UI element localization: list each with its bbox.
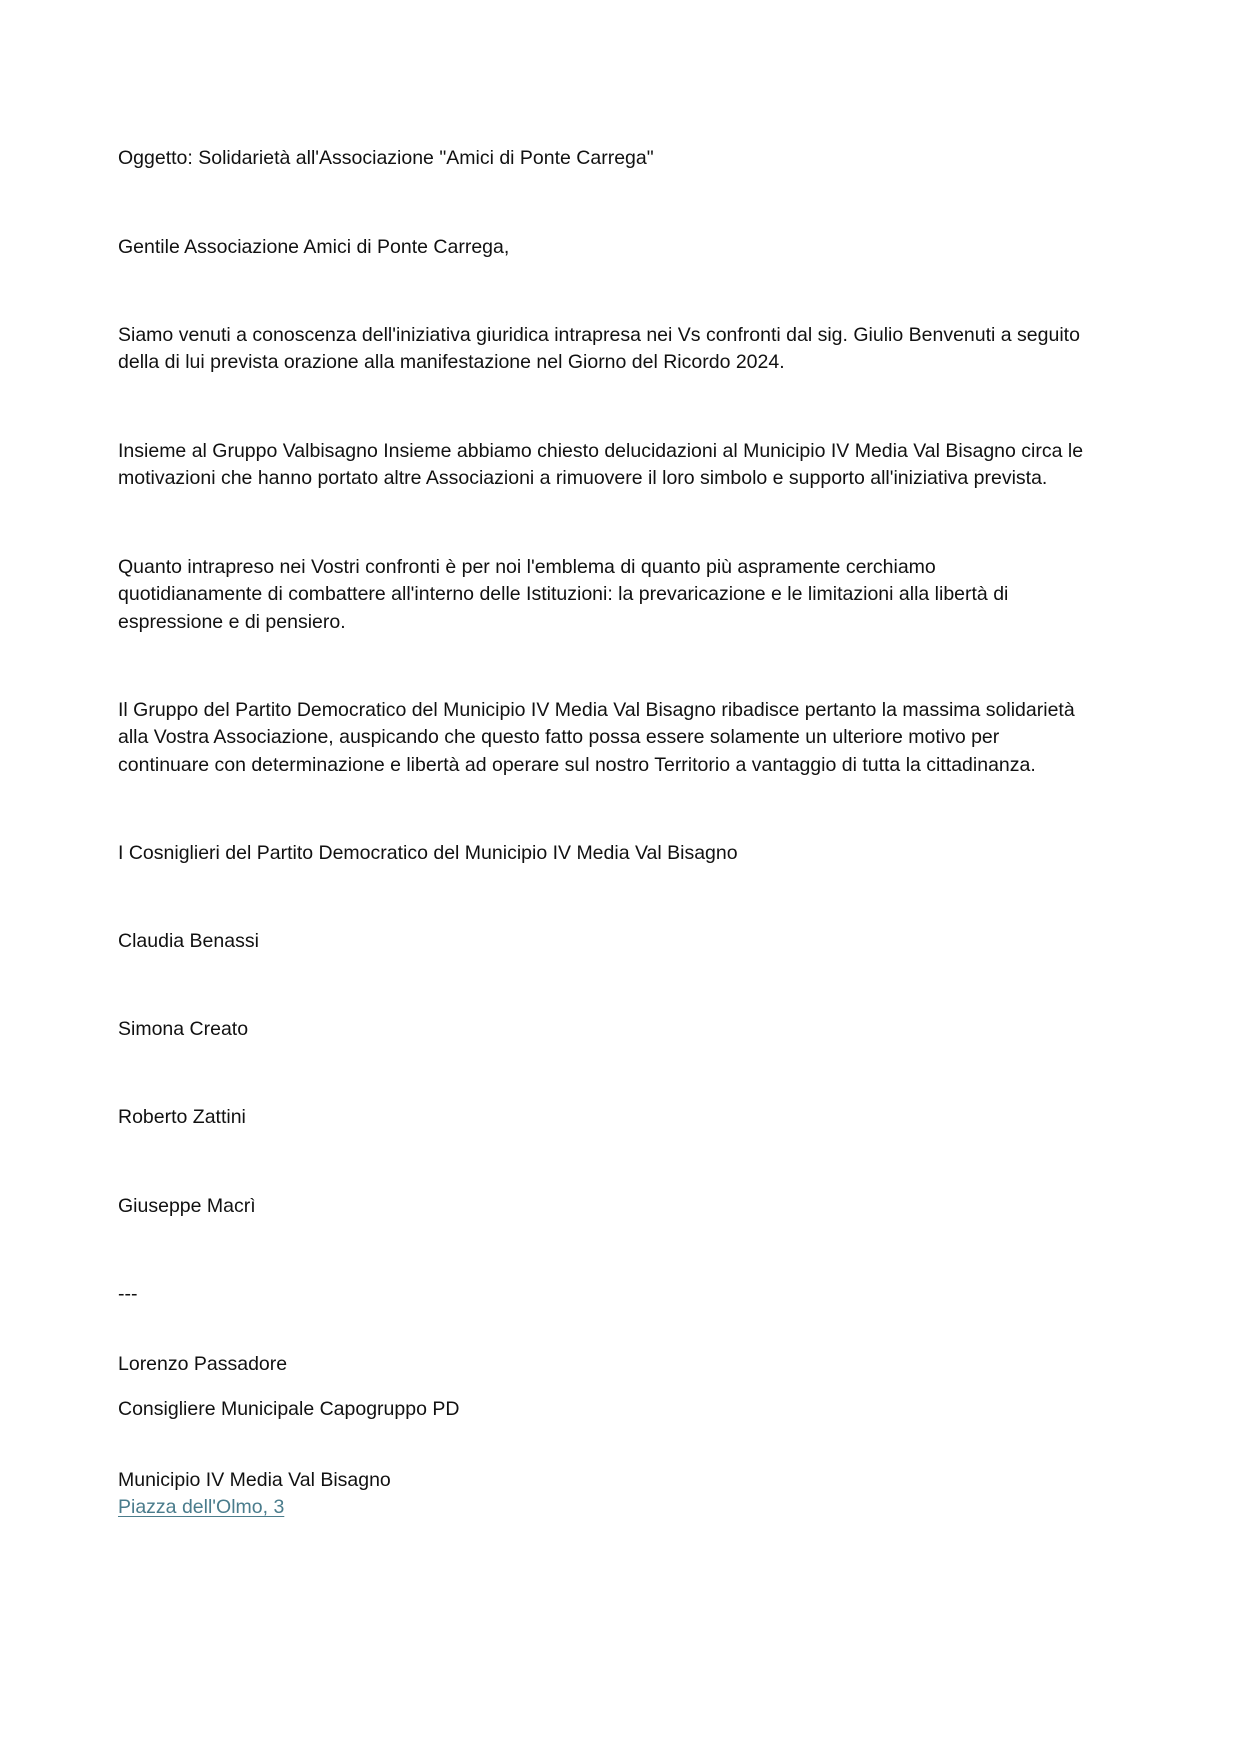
- paragraph-4: [118, 697, 1128, 779]
- paragraph-3-line-1: Quanto intrapreso nei Vostri confronti è per noi l'emblema di quanto più aspramente cerchiamo: [118, 556, 936, 578]
- paragraph-4-line-1: Il Gruppo del Partito Democratico del Municipio IV Media Val Bisagno ribadisce pertanto la massima solidarietà: [118, 699, 1075, 721]
- signatory-name: Simona Creato: [118, 1018, 249, 1040]
- sender-role: Consigliere Municipale Capogruppo PD: [118, 1398, 460, 1420]
- paragraph-3-line-2: quotidianamente di combattere all'interno delle Istituzioni: la prevaricazione e le limitazioni alla libertà di: [118, 583, 1009, 606]
- sender-office: Municipio IV Media Val Bisagno: [118, 1469, 391, 1491]
- paragraph-3-line-3: espressione e di pensiero.: [118, 610, 346, 633]
- paragraph-1-line-2: della di lui prevista orazione alla manifestazione nel Giorno del Ricordo 2024.: [118, 351, 785, 374]
- paragraph-3: [118, 554, 1128, 636]
- signatories-heading: I Cosniglieri del Partito Democratico del Municipio IV Media Val Bisagno: [118, 842, 738, 864]
- letter-subject: Oggetto: Solidarietà all'Associazione "Amici di Ponte Carrega": [118, 147, 654, 169]
- sender-name: Lorenzo Passadore: [118, 1353, 288, 1375]
- signatory-name: Giuseppe Macrì: [118, 1195, 256, 1217]
- paragraph-1-line-1: Siamo venuti a conoscenza dell'iniziativa giuridica intrapresa nei Vs confronti dal sig. Giulio Benvenuti a seguito: [118, 324, 1080, 346]
- paragraph-4-line-2: alla Vostra Associazione, auspicando che questo fatto possa essere solamente un ulteriore motivo per: [118, 726, 1000, 749]
- letter-salutation: Gentile Associazione Amici di Ponte Carrega,: [118, 236, 510, 258]
- paragraph-2-line-1: Insieme al Gruppo Valbisagno Insieme abbiamo chiesto delucidazioni al Municipio IV Media Val Bisagno circa le: [118, 440, 1084, 462]
- signature-separator: ---: [118, 1283, 138, 1305]
- signatory-name: Claudia Benassi: [118, 930, 259, 952]
- sender-address-link[interactable]: Piazza dell'Olmo, 3: [118, 1496, 285, 1518]
- paragraph-4-line-3: continuare con determinazione e libertà ad operare sul nostro Territorio a vantaggio di tutta la cittadinanza.: [118, 753, 1036, 776]
- sender-address-line: [118, 1494, 1128, 1521]
- signatory-name: Roberto Zattini: [118, 1106, 246, 1128]
- paragraph-2-line-2: motivazioni che hanno portato altre Associazioni a rimuovere il loro simbolo e supporto all'iniziativa prevista.: [118, 467, 1048, 490]
- paragraph-1: [118, 322, 1128, 377]
- paragraph-2: [118, 438, 1128, 493]
